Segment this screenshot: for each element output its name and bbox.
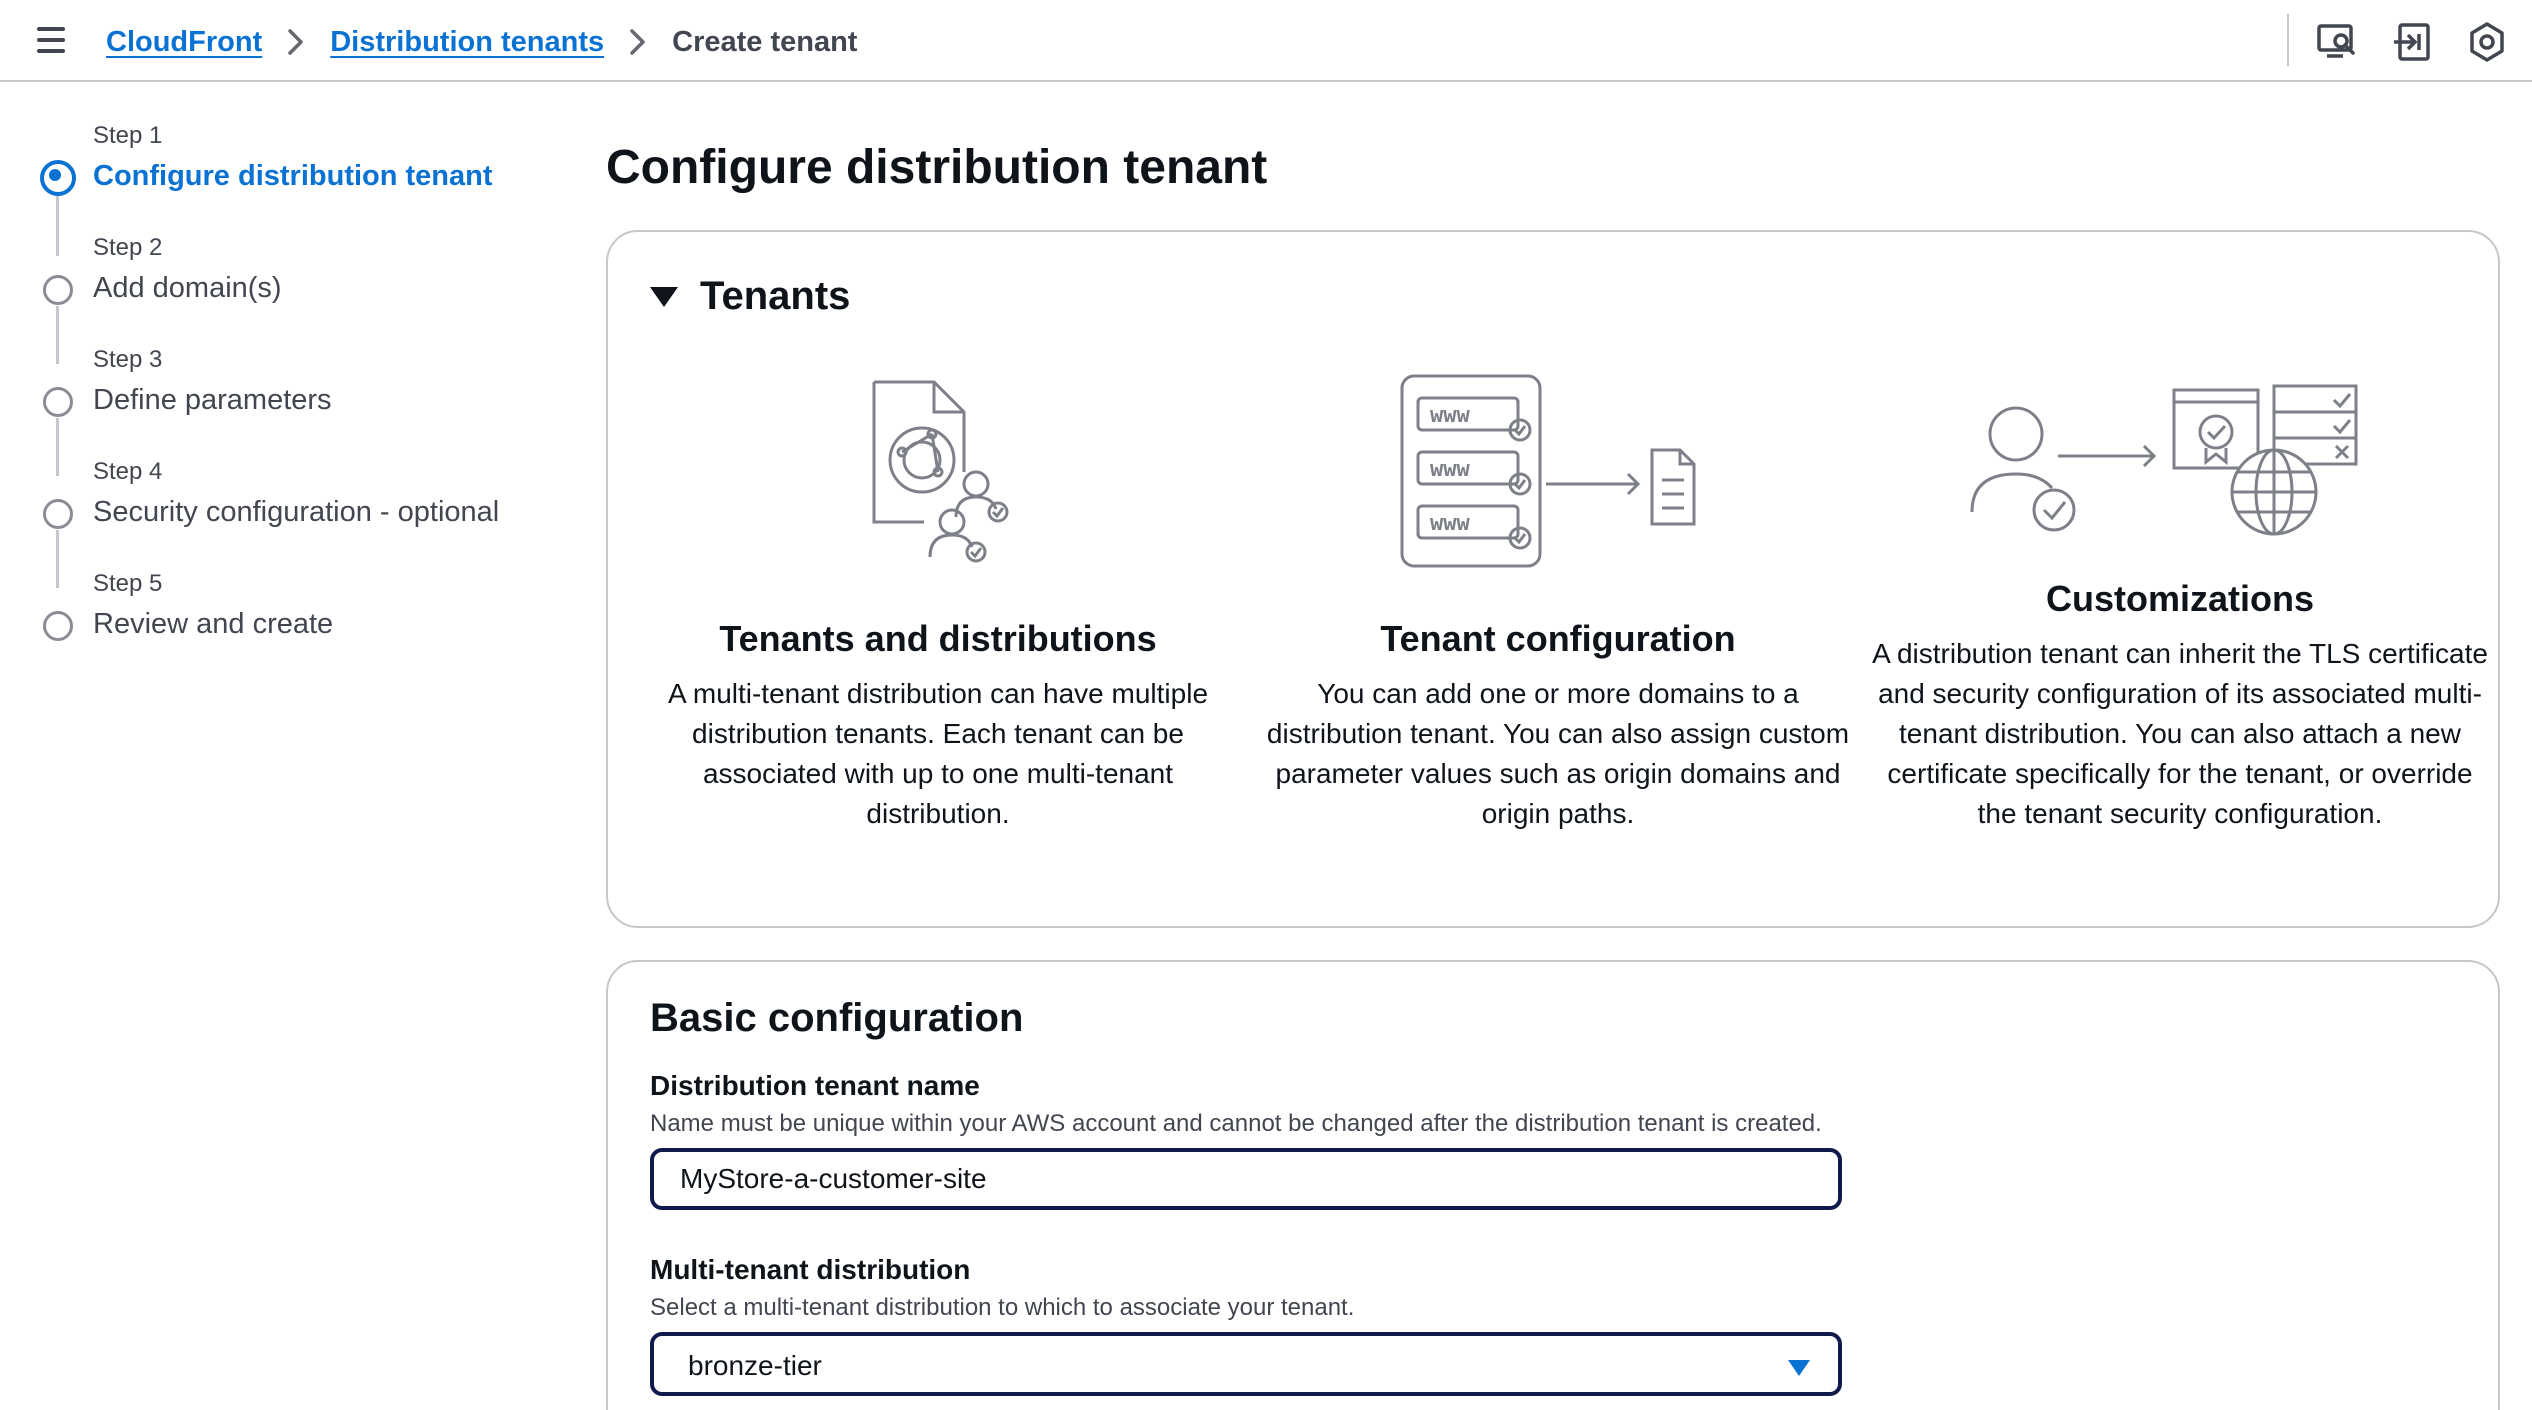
- wizard-steps-nav: [0, 82, 580, 1410]
- step-4-number: Step 4: [93, 458, 163, 485]
- tenant-document-users-icon: [864, 372, 1014, 572]
- svg-text:www: www: [1430, 403, 1470, 428]
- breadcrumb-current: Create tenant: [672, 25, 858, 58]
- tenant-name-label: Distribution tenant name: [650, 1070, 980, 1101]
- tenants-panel-title: Tenants: [700, 274, 851, 318]
- step-5-label: Review and create: [93, 608, 334, 640]
- step-5-number: Step 5: [93, 570, 163, 597]
- feature-title: Tenant configuration: [1380, 618, 1736, 659]
- caret-down-icon: [650, 287, 678, 307]
- tenants-expander-toggle[interactable]: [650, 274, 850, 319]
- www-domains-to-document-icon: [1398, 372, 1718, 572]
- step-1-label[interactable]: Configure distribution tenant: [93, 160, 493, 192]
- caret-down-icon: [1788, 1360, 1810, 1376]
- feature-description: You can add one or more domains to a distribution tenant. You can also assign custom parameter values such as origin domains and origin paths.: [1266, 678, 1850, 829]
- search-resource-icon[interactable]: [2315, 20, 2359, 64]
- tenants-panel: [606, 230, 2500, 928]
- feature-description: A multi-tenant distribution can have multiple distribution tenants. Each tenant can be associated with up to one multi-tenant distribution.: [667, 678, 1209, 829]
- chevron-right-icon: [618, 22, 658, 62]
- feature-tenant-configuration: [1258, 618, 1858, 834]
- step-connector: [56, 418, 59, 476]
- basic-configuration-panel: [606, 960, 2500, 1410]
- tenant-name-input[interactable]: [650, 1148, 1842, 1210]
- multi-tenant-distribution-select[interactable]: [650, 1332, 1842, 1396]
- export-icon[interactable]: [2390, 20, 2434, 64]
- svg-text:www: www: [1430, 511, 1470, 536]
- chevron-right-icon: [276, 22, 316, 62]
- step-2-indicator: [43, 275, 73, 305]
- feature-title: Tenants and distributions: [719, 618, 1157, 659]
- step-3-indicator: [43, 387, 73, 417]
- toolbar-divider: [2287, 14, 2289, 66]
- feature-title: Customizations: [2045, 578, 2314, 619]
- page-title: Configure distribution tenant: [606, 141, 1268, 194]
- user-certificate-globe-icon: [1968, 382, 2368, 542]
- tenant-name-description: Name must be unique within your AWS account and cannot be changed after the distribution tenant is created.: [650, 1110, 1822, 1137]
- step-1-indicator: [40, 160, 76, 196]
- svg-text:www: www: [1430, 457, 1470, 482]
- multi-tenant-distribution-description: Select a multi-tenant distribution to which to associate your tenant.: [650, 1294, 1355, 1321]
- step-4-label: Security configuration - optional: [93, 496, 500, 528]
- step-5-indicator: [43, 611, 73, 641]
- feature-description: A distribution tenant can inherit the TLS certificate and security configuration of its associated multi-tenant distribution. You can also attach a new certificate specifically for the tenant, or override the tenant security configuration.: [1872, 638, 2488, 829]
- step-3-number: Step 3: [93, 346, 163, 373]
- multi-tenant-distribution-label: Multi-tenant distribution: [650, 1254, 971, 1285]
- settings-hexagon-icon[interactable]: [2465, 20, 2509, 64]
- feature-tenants-and-distributions: [638, 618, 1238, 834]
- step-1-number: Step 1: [93, 122, 163, 149]
- step-3-label: Define parameters: [93, 384, 332, 416]
- step-connector: [56, 306, 59, 364]
- select-value: bronze-tier: [688, 1350, 822, 1381]
- top-navigation-bar: [0, 0, 2532, 82]
- breadcrumb-cloudfront-link[interactable]: CloudFront: [106, 25, 263, 58]
- menu-hamburger-icon[interactable]: [34, 24, 68, 56]
- breadcrumb: [106, 22, 857, 62]
- feature-customizations: [1872, 578, 2488, 834]
- step-2-number: Step 2: [93, 234, 163, 261]
- section-title: Basic configuration: [650, 996, 1024, 1040]
- step-4-indicator: [43, 499, 73, 529]
- step-connector: [56, 196, 59, 256]
- breadcrumb-distribution-tenants-link[interactable]: Distribution tenants: [330, 25, 605, 58]
- step-2-label: Add domain(s): [93, 272, 282, 304]
- step-connector: [56, 530, 59, 588]
